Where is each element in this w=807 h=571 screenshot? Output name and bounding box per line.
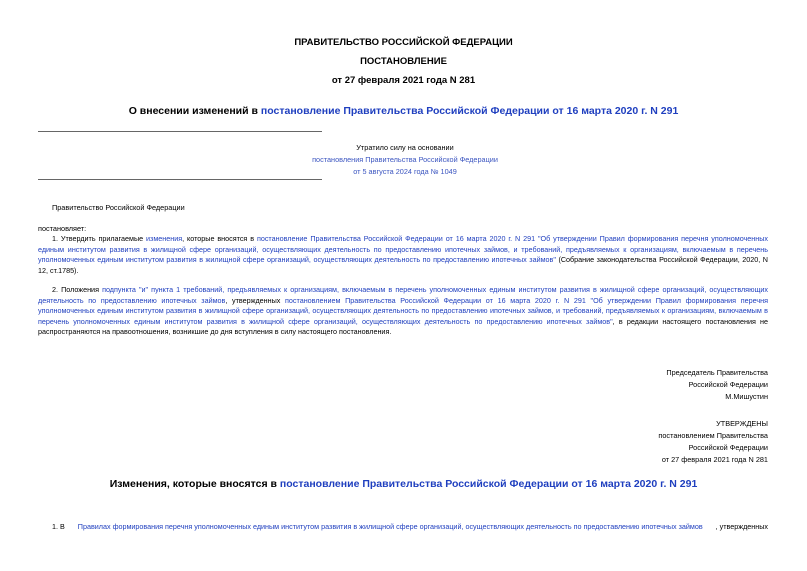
divider-top [38,131,322,132]
changes-title-prefix: Изменения, которые вносятся в [109,478,280,490]
para3-link-rules[interactable]: Правилах формирования перечня уполномоченных единым институтом развития в жилищной сфере организаций, осуществляющих деятельность по предоставлению ипотечных займов [77,522,703,531]
divider-bottom [38,179,322,180]
approved-line2: постановлением Правительства [658,431,768,440]
para3-number: 1. В [52,522,65,531]
approved-block [658,418,768,466]
para2-link-subparagraph[interactable]: подпункта "и" пункта 1 требований, предъявляемых к организациям, включаемым в перечень уполномоченных единым институтом развития в жилищной сфере организаций, осуществляющих деятельность по предоставлению ипотечных займов [38,285,768,305]
approved-line3: Российской Федерации [688,443,768,452]
preamble-verb: постановляет: [38,224,87,233]
government-heading: ПРАВИТЕЛЬСТВО РОССИЙСКОЙ ФЕДЕРАЦИИ [294,37,513,48]
signature-name: М.Мишустин [725,392,768,401]
status-note-line1: Утратило силу на основании [356,143,454,152]
status-note-date-link[interactable]: от 5 августа 2024 года № 1049 [353,167,457,176]
signature-block [666,367,768,403]
para1-text-3: (Собрание законодательства Российской Федерации, 2020, N 12, ст.1785). [38,255,768,275]
paragraph-3 [38,522,768,531]
status-note [300,142,510,178]
approved-heading: УТВЕРЖДЕНЫ [716,419,768,428]
document-title [0,105,807,117]
date-number: от 27 февраля 2021 года N 281 [331,75,476,86]
para3-text-2: , утвержденных [715,522,768,531]
para2-text-2: , утвержденных [225,295,286,305]
para1-link-changes[interactable]: изменения [146,234,183,243]
preamble-subject: Правительство Российской Федерации [52,203,185,212]
signature-position: Председатель Правительства [666,368,768,377]
changes-title-link[interactable]: постановление Правительства Российской Федерации от 16 марта 2020 г. N 291 [279,478,698,490]
para1-text-1: 1. Утвердить прилагаемые [52,234,147,243]
approved-line4: от 27 февраля 2021 года N 281 [661,455,768,464]
signature-country: Российской Федерации [688,380,768,389]
title-prefix: О внесении изменений в [128,105,261,117]
para2-text-1: 2. Положения [52,285,103,294]
doc-type-heading: ПОСТАНОВЛЕНИЕ [360,56,447,67]
paragraph-1 [38,234,768,276]
para1-link-resolution[interactable]: постановление Правительства Российской Федерации от 16 марта 2020 г. N 291 "Об утверждении Правил формирования перечня уполномоченных единым институтом развития в жилищной сфере организаций, осуществляющих деятельность по предоставлению ипотечных займов, и требований, предъявляемых к организациям, включаемым в перечень уполномоченных единым институтом развития в жилищной сфере организаций, осуществляющих деятельность по предоставлению ипотечных займов" [38,234,768,265]
para2-link-resolution[interactable]: постановлением Правительства Российской Федерации от 16 марта 2020 г. N 291 "Об утверждении Правил формирования перечня уполномоченных единым институтом развития в жилищной сфере организаций, осуществляющих деятельность по предоставлению ипотечных займов, и требований, предъявляемых к организациям, включаемым в перечень уполномоченных единым институтом развития в жилищной сфере организаций, осуществляющих деятельность по предоставлению ипотечных займов" [38,295,768,326]
status-note-link[interactable]: постановления Правительства Российской Федерации [312,155,498,164]
paragraph-2 [38,285,768,338]
changes-title [0,478,807,490]
para1-text-2: , которые вносятся в [182,234,257,243]
title-link[interactable]: постановление Правительства Российской Федерации от 16 марта 2020 г. N 291 [260,105,679,117]
para2-text-3: , в редакции настоящего постановления не распространяются на правоотношения, возникшие до дня вступления в силу настоящего постановления. [38,316,769,337]
